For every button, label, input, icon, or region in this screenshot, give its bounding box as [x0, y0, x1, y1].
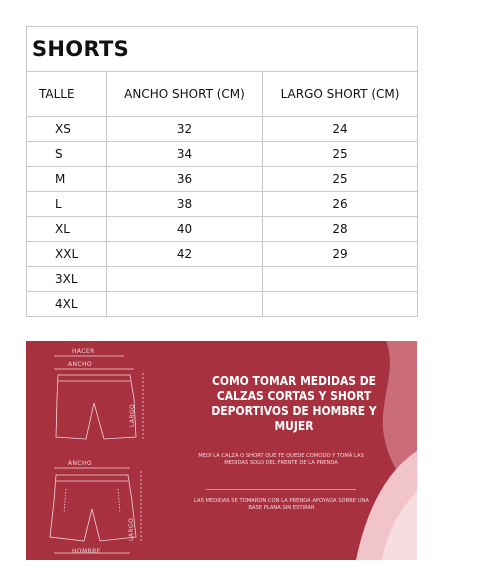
table-row: [27, 267, 418, 292]
table-row: [27, 117, 418, 142]
cell-length: 24: [263, 117, 418, 142]
table-row: [27, 142, 418, 167]
table-row: [27, 192, 418, 217]
cell-width: 34: [107, 142, 263, 167]
cell-width: [107, 267, 263, 292]
table-title: SHORTS: [27, 27, 418, 72]
garment-diagram: [26, 341, 176, 560]
cell-width: [107, 292, 263, 317]
cell-size: M: [27, 167, 107, 192]
table-row: [27, 217, 418, 242]
cell-length: 25: [263, 167, 418, 192]
measuring-guide-banner: [26, 341, 417, 560]
label-top: HACER: [72, 348, 95, 355]
cell-size: XS: [27, 117, 107, 142]
cell-size: S: [27, 142, 107, 167]
table-row: [27, 242, 418, 267]
label-short-width: ANCHO: [68, 460, 93, 467]
guide-title: COMO TOMAR MEDIDAS DE CALZAS CORTAS Y SHORT DEPORTIVOS DE HOMBRE Y MUJER: [211, 373, 377, 433]
cell-width: 32: [107, 117, 263, 142]
cell-width: 40: [107, 217, 263, 242]
cell-size: 3XL: [27, 267, 107, 292]
label-calza-width: ANCHO: [68, 361, 93, 368]
column-header-length: LARGO SHORT (CM): [263, 72, 418, 117]
cell-length: 29: [263, 242, 418, 267]
cell-length: [263, 292, 418, 317]
table-row: [27, 167, 418, 192]
guide-instruction-1: MEDI LA CALZA O SHORT QUE TE QUEDE COMODO Y TOMÁ LAS MEDIDAS SOLO DEL FRENTE DE LA PRENDA: [198, 453, 364, 466]
label-bottom: HOMBRE: [72, 548, 101, 555]
size-table-container: [26, 26, 417, 317]
cell-size: XL: [27, 217, 107, 242]
column-header-size: TALLE: [27, 72, 107, 117]
cell-size: XXL: [27, 242, 107, 267]
cell-width: 42: [107, 242, 263, 267]
cell-size: 4XL: [27, 292, 107, 317]
cell-length: 25: [263, 142, 418, 167]
guide-instruction-2: LAS MEDIDAS SE TOMARON CON LA PRENDA APOYADA SOBRE UNA BASE PLANA SIN ESTIRAR: [194, 498, 369, 511]
cell-width: 38: [107, 192, 263, 217]
label-short-length: LARGO: [128, 517, 135, 541]
cell-size: L: [27, 192, 107, 217]
cell-width: 36: [107, 167, 263, 192]
table-row: [27, 292, 418, 317]
table-header-row: [27, 72, 418, 117]
size-table: [26, 26, 418, 317]
column-header-width: ANCHO SHORT (CM): [107, 72, 263, 117]
guide-divider: [206, 489, 356, 490]
label-calza-length: LARGO: [129, 403, 136, 427]
cell-length: 28: [263, 217, 418, 242]
cell-length: 26: [263, 192, 418, 217]
cell-length: [263, 267, 418, 292]
